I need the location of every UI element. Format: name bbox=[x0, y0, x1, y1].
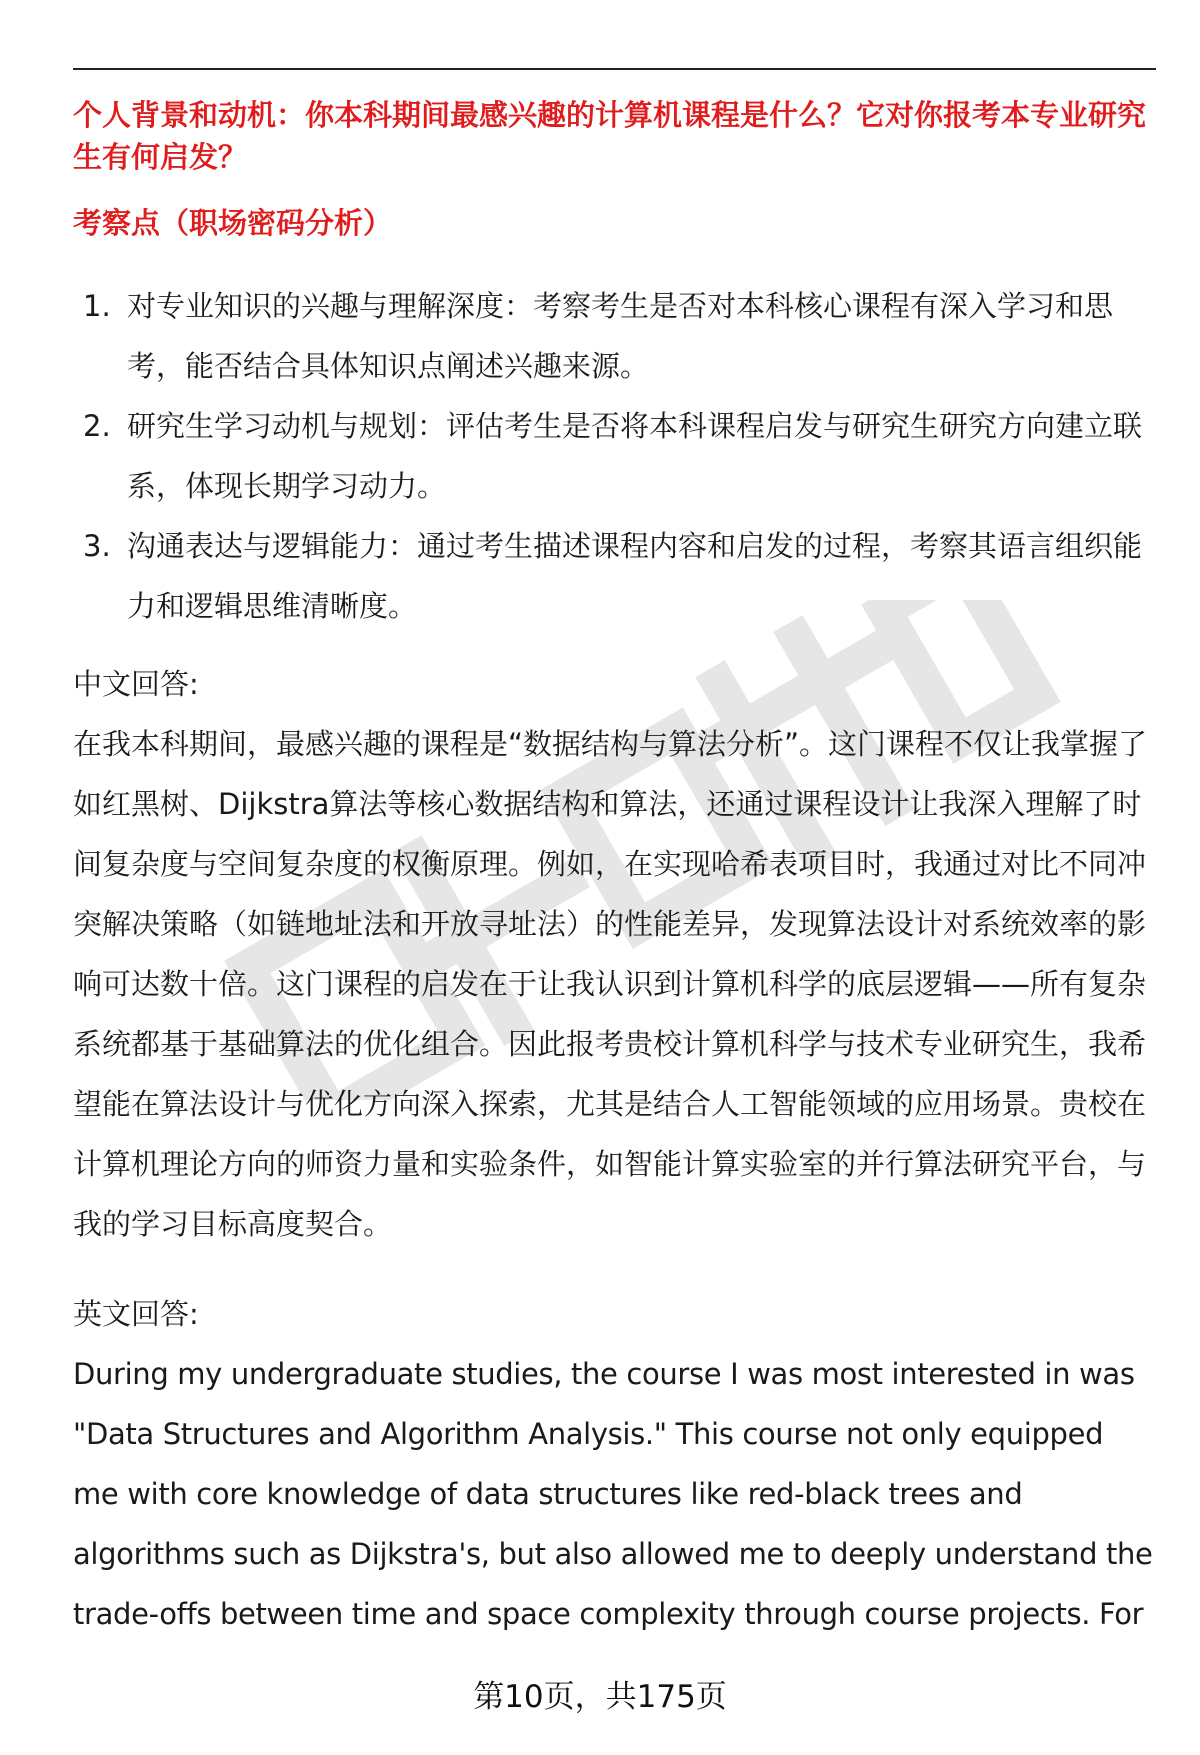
list-item bbox=[73, 516, 1156, 636]
section-title: 考察点（职场密码分析） bbox=[73, 206, 393, 240]
top-divider bbox=[73, 68, 1156, 70]
assessment-points bbox=[73, 276, 1156, 636]
list-text: 研究生学习动机与规划：评估考生是否将本科课程启发与研究生研究方向建立联系，体现长期学习动力。 bbox=[127, 409, 1143, 503]
list-text: 沟通表达与逻辑能力：通过考生描述课程内容和启发的过程，考察其语言组织能力和逻辑思维清晰度。 bbox=[127, 529, 1143, 623]
english-answer-label: 英文回答: bbox=[73, 1297, 199, 1331]
list-number: 1. bbox=[83, 289, 111, 323]
chinese-answer-text: 在我本科期间，最感兴趣的课程是“数据结构与算法分析”。这门课程不仅让我掌握了如红黑树、Dijkstra算法等核心数据结构和算法，还通过课程设计让我深入理解了时间复杂度与空间复杂度的权衡原理。例如，在实现哈希表项目时，我通过对比不同冲突解决策略（如链地址法和开放寻址法）的性能差异，发现算法设计对系统效率的影响可达数十倍。这门课程的启发在于让我认识到计算机科学的底层逻辑——所有复杂系统都基于基础算法的优化组合。因此报考贵校计算机科学与技术专业研究生，我希望能在算法设计与优化方向深入探索，尤其是结合人工智能领域的应用场景。贵校在计算机理论方向的师资力量和实验条件，如智能计算实验室的并行算法研究平台，与我的学习目标高度契合。 bbox=[73, 727, 1148, 1241]
list-text: 对专业知识的兴趣与理解深度：考察考生是否对本科核心课程有深入学习和思考，能否结合具体知识点阐述兴趣来源。 bbox=[127, 289, 1114, 383]
english-answer-text: During my undergraduate studies, the course I was most interested in was "Data Structures and Algorithm Analysis." This course not only equipped me with core knowledge of data structures like red-black trees and algorithms such as Dijkstra's, but also allowed me to deeply understand the trade-offs between time and space complexity through course projects. For bbox=[73, 1357, 1153, 1631]
list-number: 3. bbox=[83, 529, 111, 563]
content-body bbox=[73, 94, 1156, 1644]
list-item bbox=[73, 396, 1156, 516]
list-number: 2. bbox=[83, 409, 111, 443]
list-item bbox=[73, 276, 1156, 396]
question-heading: 个人背景和动机：你本科期间最感兴趣的计算机课程是什么？它对你报考本专业研究生有何启发？ bbox=[73, 98, 1147, 174]
page-number-footer: 第10页，共175页 bbox=[473, 1679, 727, 1715]
chinese-answer-label: 中文回答: bbox=[73, 667, 199, 701]
